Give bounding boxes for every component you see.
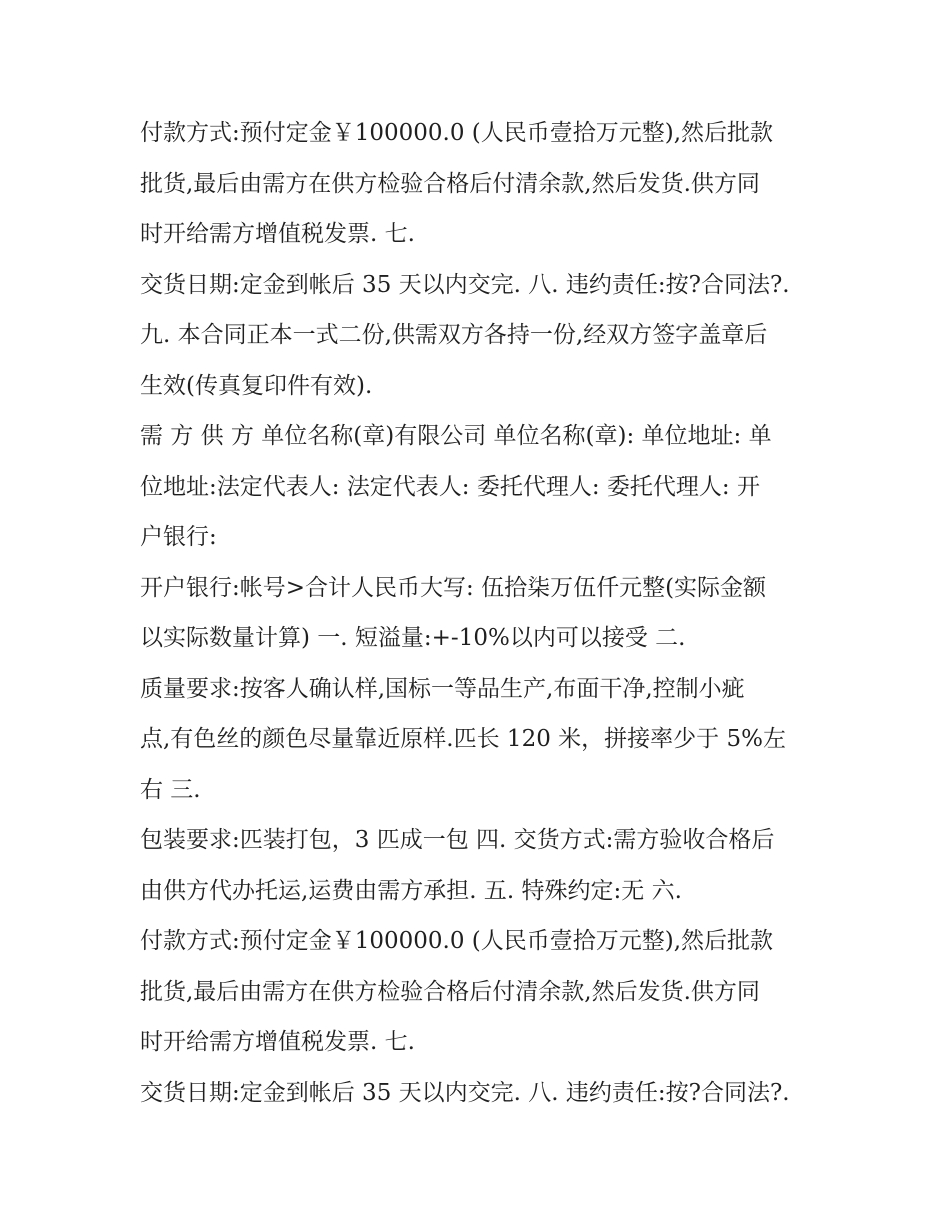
text-line: 时开给需方增值税发票. 七. xyxy=(140,1029,415,1055)
paragraph-payment-terms-repeat xyxy=(140,916,812,1068)
paragraph-payment-terms xyxy=(140,108,812,260)
text-line: 交货日期:定金到帐后 35 天以内交完. 八. 违约责任:按?合同法?. xyxy=(140,271,790,298)
text-line: 右 三. xyxy=(140,776,201,803)
text-line: 时开给需方增值税发票. 七. xyxy=(140,221,415,247)
text-line: 质量要求:按客人确认样,国标一等品生产,布面干净,控制小疵 xyxy=(140,675,745,702)
text-line: 付款方式:预付定金￥100000.0 (人民币壹拾万元整),然后批款 xyxy=(140,120,774,146)
text-line: 需 方 供 方 单位名称(章)有限公司 单位名称(章): 单位地址: 单 xyxy=(140,423,772,449)
paragraph-delivery-date xyxy=(140,260,812,412)
text-line: 以实际数量计算) 一. 短溢量:+-10%以内可以接受 二. xyxy=(140,625,686,651)
text-line: 批货,最后由需方在供方检验合格后付清余款,然后发货.供方同 xyxy=(140,170,760,197)
paragraph-quality-requirements xyxy=(140,664,812,816)
paragraph-delivery-date-repeat xyxy=(140,1068,812,1119)
document-body xyxy=(140,108,812,1118)
text-line: 生效(传真复印件有效). xyxy=(140,372,373,399)
text-line: 点,有色丝的颜色尽量靠近原样.匹长 120 米，拼接率少于 5%左 xyxy=(140,726,786,752)
paragraph-bank-account xyxy=(140,563,812,664)
text-line: 位地址:法定代表人: 法定代表人: 委托代理人: 委托代理人: 开 xyxy=(140,473,760,500)
paragraph-packaging xyxy=(140,815,812,916)
text-line: 开户银行:帐号>合计人民币大写: 伍拾柒万伍仟元整(实际金额 xyxy=(140,574,767,601)
text-line: 户银行: xyxy=(140,524,217,550)
text-line: 包装要求:匹装打包，3 匹成一包 四. 交货方式:需方验收合格后 xyxy=(140,827,775,853)
text-line: 由供方代办托运,运费由需方承担. 五. 特殊约定:无 六. xyxy=(140,877,682,904)
paragraph-parties xyxy=(140,411,812,563)
text-line: 交货日期:定金到帐后 35 天以内交完. 八. 违约责任:按?合同法?. xyxy=(140,1079,790,1106)
text-line: 付款方式:预付定金￥100000.0 (人民币壹拾万元整),然后批款 xyxy=(140,928,774,954)
text-line: 九. 本合同正本一式二份,供需双方各持一份,经双方签字盖章后 xyxy=(140,322,768,348)
text-line: 批货,最后由需方在供方检验合格后付清余款,然后发货.供方同 xyxy=(140,978,760,1005)
